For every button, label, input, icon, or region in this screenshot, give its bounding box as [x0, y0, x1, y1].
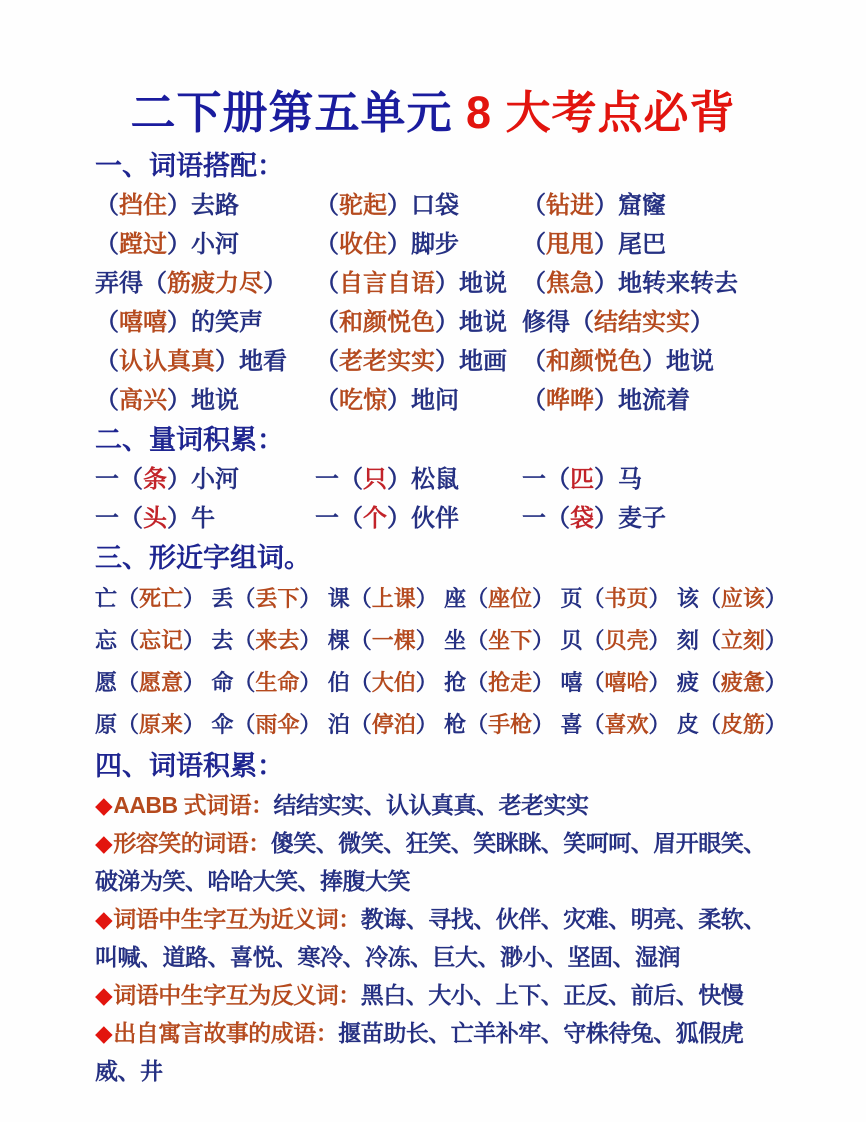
cell-suffix: 尾巴 — [618, 231, 666, 258]
paren-open: （ — [95, 348, 119, 375]
bullet-item — [95, 786, 787, 824]
cell-prefix: 命 — [211, 670, 234, 695]
paren-open: （ — [119, 505, 143, 532]
paren-close: ） — [642, 348, 666, 375]
word-cell — [328, 578, 438, 620]
word-cell — [315, 186, 522, 225]
word-cell — [522, 186, 787, 225]
paren-open: （ — [522, 387, 546, 414]
word-cell — [95, 303, 315, 342]
paren-open: （ — [349, 586, 372, 611]
paren-open: （ — [349, 670, 372, 695]
cell-highlight: 驼起 — [339, 192, 387, 219]
cell-prefix: 一 — [315, 466, 339, 493]
word-cell — [95, 499, 315, 538]
word-cell — [522, 264, 787, 303]
cell-prefix: 忘 — [95, 628, 118, 653]
paren-close: ） — [387, 505, 411, 532]
paren-open: （ — [233, 586, 256, 611]
cell-suffix: 地转来转去 — [618, 270, 738, 297]
paren-open: （ — [95, 231, 119, 258]
word-cell — [315, 225, 522, 264]
paren-close: ） — [415, 628, 438, 653]
cell-suffix: 伙伴 — [411, 505, 459, 532]
cell-highlight: 来去 — [255, 628, 300, 653]
paren-close: ） — [594, 505, 618, 532]
paren-open: （ — [582, 586, 605, 611]
word-cell — [328, 662, 438, 704]
paren-close: ） — [532, 586, 555, 611]
cell-highlight: 座位 — [488, 586, 533, 611]
cell-highlight: 上课 — [371, 586, 416, 611]
word-cell — [315, 460, 522, 499]
paren-close: ） — [435, 348, 459, 375]
cell-highlight: 应该 — [720, 586, 765, 611]
paren-close: ） — [183, 670, 206, 695]
word-cell — [95, 264, 315, 303]
paren-close: ） — [764, 670, 787, 695]
paren-close: ） — [183, 628, 206, 653]
paren-open: （ — [349, 628, 372, 653]
paren-close: ） — [215, 348, 239, 375]
word-row — [95, 620, 787, 662]
cell-suffix: 麦子 — [618, 505, 666, 532]
word-row — [95, 381, 787, 420]
cell-highlight: 雨伞 — [255, 712, 300, 737]
cell-prefix: 一 — [95, 505, 119, 532]
cell-highlight: 嘻嘻 — [119, 309, 167, 336]
cell-prefix: 一 — [315, 505, 339, 532]
paren-close: ） — [764, 628, 787, 653]
word-cell — [444, 704, 554, 746]
cell-highlight: 一棵 — [371, 628, 416, 653]
cell-prefix: 页 — [560, 586, 583, 611]
paren-open: （ — [522, 348, 546, 375]
paren-open: （ — [582, 628, 605, 653]
cell-suffix: 松鼠 — [411, 466, 459, 493]
cell-suffix: 的笑声 — [191, 309, 263, 336]
word-cell — [561, 704, 671, 746]
cell-prefix: 嘻 — [560, 670, 583, 695]
paren-open: （ — [315, 192, 339, 219]
word-cell — [315, 303, 522, 342]
cell-highlight: 甩甩 — [546, 231, 594, 258]
word-cell — [315, 499, 522, 538]
paren-close: ） — [387, 466, 411, 493]
paren-close: ） — [299, 586, 322, 611]
paren-close: ） — [648, 628, 671, 653]
paren-open: （ — [95, 309, 119, 336]
cell-prefix: 座 — [444, 586, 467, 611]
bullet-item — [95, 976, 787, 1014]
cell-highlight: 袋 — [570, 505, 594, 532]
diamond-icon: ◆ — [95, 830, 113, 856]
paren-close: ） — [690, 309, 714, 336]
word-cell — [522, 499, 787, 538]
paren-open: （ — [95, 192, 119, 219]
diamond-icon: ◆ — [95, 1020, 113, 1046]
word-cell — [444, 662, 554, 704]
section-measure-words — [95, 420, 787, 538]
word-cell — [95, 381, 315, 420]
cell-suffix: 小河 — [191, 466, 239, 493]
paren-close: ） — [764, 586, 787, 611]
cell-prefix: 喜 — [560, 712, 583, 737]
paren-open: （ — [570, 309, 594, 336]
paren-open: （ — [95, 387, 119, 414]
cell-highlight: 吃惊 — [339, 387, 387, 414]
paren-close: ） — [299, 628, 322, 653]
cell-highlight: 嘻哈 — [604, 670, 649, 695]
word-cell — [677, 578, 787, 620]
bullet-item — [95, 824, 787, 900]
paren-open: （ — [698, 712, 721, 737]
word-cell — [677, 704, 787, 746]
paren-open: （ — [522, 231, 546, 258]
cell-highlight: 丢下 — [255, 586, 300, 611]
paren-open: （ — [466, 670, 489, 695]
cell-prefix: 一 — [522, 505, 546, 532]
cell-highlight: 原来 — [139, 712, 184, 737]
word-cell — [561, 662, 671, 704]
cell-highlight: 大伯 — [371, 670, 416, 695]
word-cell — [522, 381, 787, 420]
cell-highlight: 坐下 — [488, 628, 533, 653]
paren-close: ） — [167, 387, 191, 414]
cell-prefix: 修得 — [522, 309, 570, 336]
cell-prefix: 疲 — [676, 670, 699, 695]
cell-suffix: 地问 — [411, 387, 459, 414]
section-word-accumulation — [95, 746, 787, 1090]
cell-prefix: 弄得 — [95, 270, 143, 297]
cell-highlight: 疲惫 — [720, 670, 765, 695]
cell-highlight: 手枪 — [488, 712, 533, 737]
word-cell — [444, 620, 554, 662]
cell-suffix: 去路 — [191, 192, 239, 219]
word-cell — [95, 578, 205, 620]
word-cell — [315, 264, 522, 303]
cell-highlight: 蹚过 — [119, 231, 167, 258]
diamond-icon: ◆ — [95, 792, 113, 818]
paren-close: ） — [415, 586, 438, 611]
word-row — [95, 225, 787, 264]
word-cell — [211, 704, 321, 746]
section-heading: 一、词语搭配： — [95, 151, 284, 181]
cell-highlight: 生命 — [255, 670, 300, 695]
paren-open: （ — [233, 670, 256, 695]
word-cell — [677, 662, 787, 704]
paren-open: （ — [698, 670, 721, 695]
cell-highlight: 抢走 — [488, 670, 533, 695]
word-cell — [315, 381, 522, 420]
cell-highlight: 皮筋 — [720, 712, 765, 737]
word-cell — [328, 620, 438, 662]
cell-suffix: 小河 — [191, 231, 239, 258]
paren-open: （ — [698, 628, 721, 653]
paren-open: （ — [315, 309, 339, 336]
cell-highlight: 个 — [363, 505, 387, 532]
paren-open: （ — [315, 270, 339, 297]
cell-highlight: 钻进 — [546, 192, 594, 219]
paren-close: ） — [648, 712, 671, 737]
cell-suffix: 地说 — [191, 387, 239, 414]
bullet-label: 出自寓言故事的成语： — [113, 1020, 339, 1046]
paren-open: （ — [339, 466, 363, 493]
cell-suffix: 地流着 — [618, 387, 690, 414]
word-cell — [444, 578, 554, 620]
paren-close: ） — [415, 670, 438, 695]
bullet-label: AABB 式词语： — [113, 792, 274, 818]
word-cell — [211, 578, 321, 620]
paren-open: （ — [466, 628, 489, 653]
cell-prefix: 枪 — [444, 712, 467, 737]
paren-close: ） — [415, 712, 438, 737]
cell-suffix: 口袋 — [411, 192, 459, 219]
paren-open: （ — [117, 586, 140, 611]
paren-close: ） — [435, 309, 459, 336]
paren-open: （ — [522, 192, 546, 219]
word-row — [95, 499, 787, 538]
cell-highlight: 喜欢 — [604, 712, 649, 737]
bullet-label: 形容笑的词语： — [113, 830, 271, 856]
paren-open: （ — [233, 712, 256, 737]
cell-suffix: 马 — [618, 466, 642, 493]
paren-open: （ — [117, 712, 140, 737]
word-cell — [95, 460, 315, 499]
paren-close: ） — [263, 270, 287, 297]
cell-prefix: 泊 — [327, 712, 350, 737]
paren-close: ） — [167, 309, 191, 336]
cell-prefix: 棵 — [327, 628, 350, 653]
paren-close: ） — [387, 387, 411, 414]
cell-prefix: 原 — [95, 712, 118, 737]
cell-suffix: 脚步 — [411, 231, 459, 258]
diamond-icon: ◆ — [95, 982, 113, 1008]
paren-open: （ — [582, 670, 605, 695]
cell-highlight: 书页 — [604, 586, 649, 611]
paren-close: ） — [435, 270, 459, 297]
section-similar-characters — [95, 538, 787, 746]
paren-open: （ — [546, 466, 570, 493]
diamond-icon: ◆ — [95, 906, 113, 932]
cell-highlight: 焦急 — [546, 270, 594, 297]
paren-close: ） — [764, 712, 787, 737]
word-row — [95, 578, 787, 620]
section-heading: 四、词语积累： — [95, 751, 284, 781]
cell-highlight: 头 — [143, 505, 167, 532]
cell-highlight: 条 — [143, 466, 167, 493]
paren-close: ） — [167, 466, 191, 493]
bullet-label: 词语中生字互为反义词： — [113, 982, 361, 1008]
word-row — [95, 342, 787, 381]
cell-suffix: 地说 — [459, 309, 507, 336]
paren-open: （ — [143, 270, 167, 297]
section-collocations — [95, 146, 787, 420]
cell-prefix: 坐 — [444, 628, 467, 653]
cell-prefix: 贝 — [560, 628, 583, 653]
cell-highlight: 贝壳 — [604, 628, 649, 653]
word-cell — [561, 620, 671, 662]
word-cell — [561, 578, 671, 620]
cell-suffix: 地画 — [459, 348, 507, 375]
cell-highlight: 愿意 — [139, 670, 184, 695]
cell-suffix: 地说 — [459, 270, 507, 297]
cell-suffix: 窟窿 — [618, 192, 666, 219]
word-row — [95, 303, 787, 342]
paren-open: （ — [117, 628, 140, 653]
cell-prefix: 该 — [676, 586, 699, 611]
paren-close: ） — [648, 670, 671, 695]
section-heading: 三、形近字组词。 — [95, 543, 311, 573]
bullet-text: 黑白、大小、上下、正反、前后、快慢 — [360, 982, 744, 1008]
paren-close: ） — [648, 586, 671, 611]
word-row — [95, 186, 787, 225]
paren-close: ） — [532, 712, 555, 737]
paren-close: ） — [532, 628, 555, 653]
cell-highlight: 和颜悦色 — [339, 309, 435, 336]
cell-highlight: 哗哗 — [546, 387, 594, 414]
cell-prefix: 一 — [522, 466, 546, 493]
cell-prefix: 愿 — [95, 670, 118, 695]
cell-highlight: 自言自语 — [339, 270, 435, 297]
paren-open: （ — [582, 712, 605, 737]
paren-open: （ — [339, 505, 363, 532]
word-cell — [211, 620, 321, 662]
word-cell — [95, 342, 315, 381]
cell-prefix: 一 — [95, 466, 119, 493]
page-title — [0, 76, 866, 141]
cell-highlight: 匹 — [570, 466, 594, 493]
bullet-text: 揠苗助长、亡羊补牢、守株待兔、狐假虎威、井 — [95, 1020, 744, 1084]
paren-open: （ — [315, 387, 339, 414]
paren-close: ） — [532, 670, 555, 695]
cell-highlight: 只 — [363, 466, 387, 493]
paren-open: （ — [315, 231, 339, 258]
word-cell — [95, 186, 315, 225]
paren-open: （ — [349, 712, 372, 737]
page-title-red-part: 8 大考点必背 — [466, 87, 736, 138]
bullet-label: 词语中生字互为近义词： — [113, 906, 361, 932]
document-body — [95, 146, 787, 1090]
word-cell — [95, 662, 205, 704]
paren-open: （ — [546, 505, 570, 532]
paren-close: ） — [594, 466, 618, 493]
word-cell — [522, 342, 787, 381]
word-row — [95, 264, 787, 303]
paren-close: ） — [387, 231, 411, 258]
cell-prefix: 去 — [211, 628, 234, 653]
cell-highlight: 和颜悦色 — [546, 348, 642, 375]
cell-prefix: 课 — [327, 586, 350, 611]
paren-close: ） — [167, 192, 191, 219]
bullet-text: 教诲、寻找、伙伴、灾难、明亮、柔软、叫喊、道路、喜悦、寒冷、冷冻、巨大、渺小、坚固、湿润 — [95, 906, 766, 970]
word-cell — [522, 460, 787, 499]
cell-prefix: 丢 — [211, 586, 234, 611]
paren-close: ） — [594, 231, 618, 258]
paren-open: （ — [119, 466, 143, 493]
cell-prefix: 刻 — [676, 628, 699, 653]
cell-highlight: 高兴 — [119, 387, 167, 414]
word-cell — [522, 303, 787, 342]
paren-open: （ — [522, 270, 546, 297]
cell-highlight: 挡住 — [119, 192, 167, 219]
bullet-text: 结结实实、认认真真、老老实实 — [273, 792, 589, 818]
cell-suffix: 地说 — [666, 348, 714, 375]
cell-prefix: 皮 — [676, 712, 699, 737]
cell-highlight: 结结实实 — [594, 309, 690, 336]
paren-open: （ — [315, 348, 339, 375]
paren-open: （ — [233, 628, 256, 653]
paren-close: ） — [183, 712, 206, 737]
paren-close: ） — [299, 670, 322, 695]
cell-highlight: 老老实实 — [339, 348, 435, 375]
paren-close: ） — [594, 270, 618, 297]
paren-close: ） — [299, 712, 322, 737]
paren-open: （ — [698, 586, 721, 611]
paren-close: ） — [167, 505, 191, 532]
cell-highlight: 停泊 — [371, 712, 416, 737]
word-cell — [315, 342, 522, 381]
bullet-text: 傻笑、微笑、狂笑、笑眯眯、笑呵呵、眉开眼笑、破涕为笑、哈哈大笑、捧腹大笑 — [95, 830, 766, 894]
word-cell — [211, 662, 321, 704]
word-row — [95, 460, 787, 499]
word-cell — [328, 704, 438, 746]
word-cell — [522, 225, 787, 264]
cell-suffix: 地看 — [239, 348, 287, 375]
word-row — [95, 662, 787, 704]
paren-close: ） — [594, 192, 618, 219]
cell-prefix: 伯 — [327, 670, 350, 695]
paren-close: ） — [387, 192, 411, 219]
paren-close: ） — [183, 586, 206, 611]
word-cell — [95, 704, 205, 746]
cell-highlight: 忘记 — [139, 628, 184, 653]
cell-highlight: 筋疲力尽 — [167, 270, 263, 297]
word-row — [95, 704, 787, 746]
cell-prefix: 抢 — [444, 670, 467, 695]
paren-close: ） — [594, 387, 618, 414]
paren-open: （ — [466, 586, 489, 611]
cell-suffix: 牛 — [191, 505, 215, 532]
word-cell — [95, 620, 205, 662]
cell-highlight: 收住 — [339, 231, 387, 258]
word-cell — [677, 620, 787, 662]
section-heading: 二、量词积累： — [95, 425, 284, 455]
paren-open: （ — [117, 670, 140, 695]
paren-open: （ — [466, 712, 489, 737]
cell-highlight: 认认真真 — [119, 348, 215, 375]
cell-prefix: 亡 — [95, 586, 118, 611]
paren-close: ） — [167, 231, 191, 258]
bullet-item — [95, 1014, 787, 1090]
bullet-item — [95, 900, 787, 976]
cell-highlight: 死亡 — [139, 586, 184, 611]
word-cell — [95, 225, 315, 264]
cell-highlight: 立刻 — [720, 628, 765, 653]
page-title-blue-part: 二下册第五单元 — [130, 87, 453, 138]
cell-prefix: 伞 — [211, 712, 234, 737]
